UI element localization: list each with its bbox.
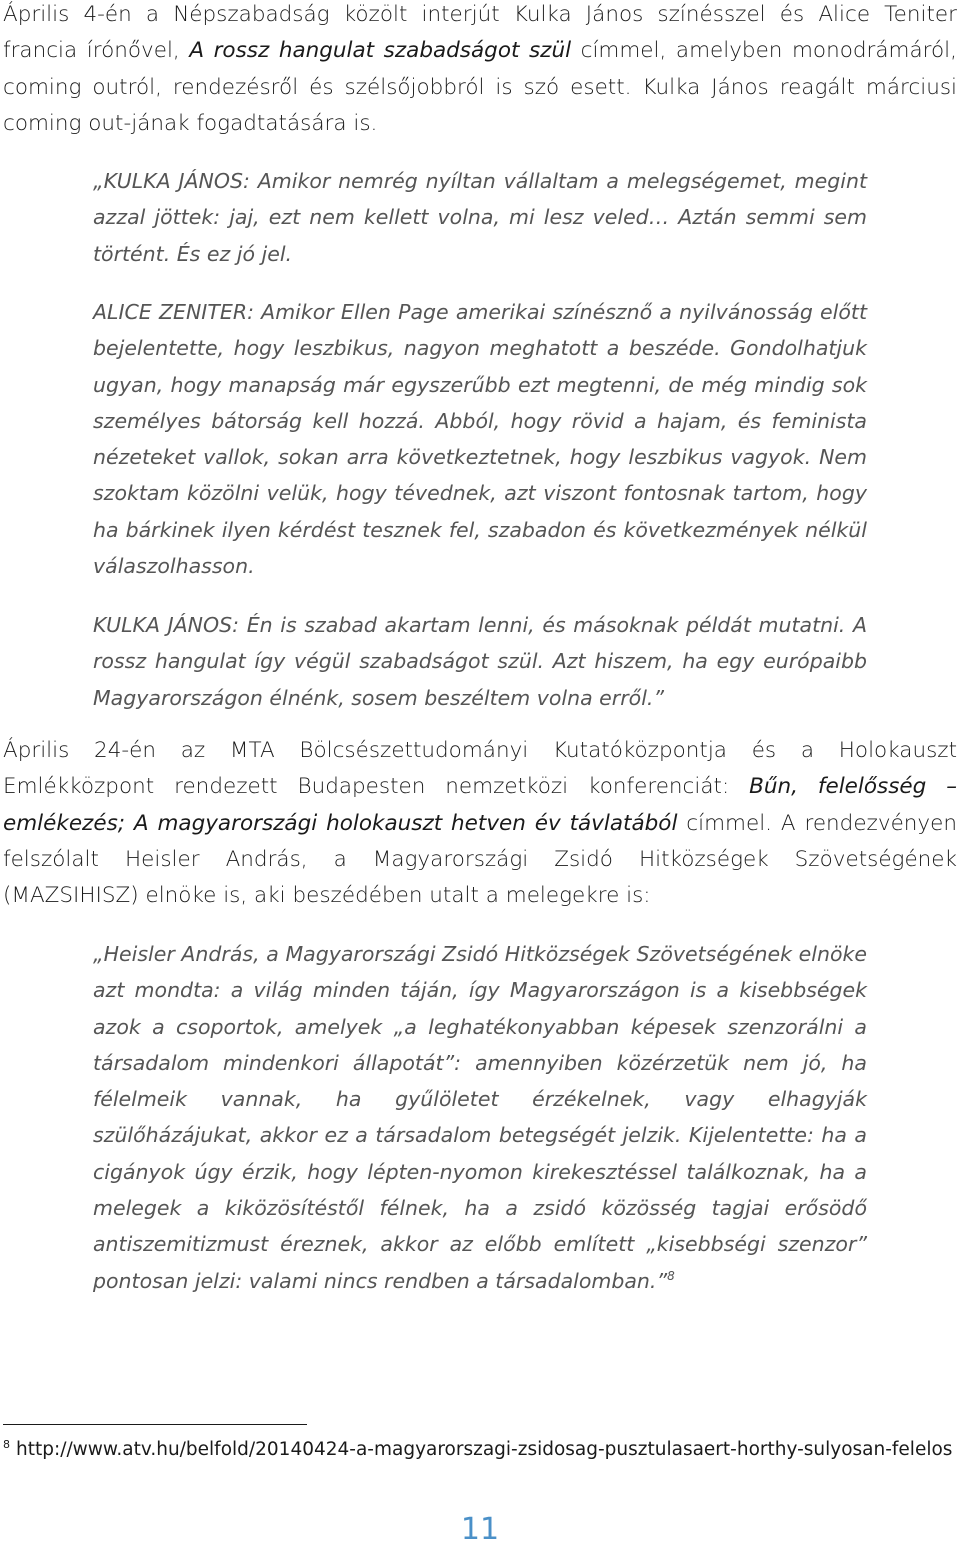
conference-paragraph-text-1: Április 24-én az MTA Bölcsészettudományi Kutatóközpontja és a Holokauszt Emlékközpont rendezett Budapesten nemzetközi konferenciát: — [3, 738, 957, 800]
quote-kulka-1: „KULKA JÁNOS: Amikor nemrég nyíltan vállaltam a melegségemet, megint azzal jöttek: jaj, ezt nem kellett volna, mi lesz veled… Aztán semmi sem történt. És ez jó jel. — [93, 169, 867, 266]
intro-paragraph — [3, 0, 957, 142]
article-title: A rossz hangulat szabadságot szül — [189, 38, 572, 64]
intro-paragraph-text-2: címmel, amelyben monodrámáról, coming outról, rendezésről és szélsőjobbról is szó esett. Kulka János reagált márciusi coming out-jának fogadtatására is. — [3, 38, 957, 136]
footnote — [3, 1437, 952, 1463]
quote-kulka-2: KULKA JÁNOS: Én is szabad akartam lenni, és másoknak példát mutatni. A rossz hangulat így végül szabadságot szül. Azt hiszem, ha egy európaibb Magyarországon élnénk, sosem beszéltem volna erről.” — [93, 613, 867, 710]
conference-title: Bűn, felelősség – emlékezés; A magyarországi holokauszt hetven év távlatából — [3, 774, 957, 836]
page-number: 11 — [460, 1512, 500, 1547]
intro-paragraph-text-1: Április 4-én a Népszabadság közölt interjút Kulka János színésszel és Alice Teniter francia írónővel, — [3, 2, 957, 64]
footnote-reference[interactable]: 8 — [667, 1268, 675, 1283]
footnote-mark: 8 — [3, 1437, 10, 1451]
quote-heisler-text: „Heisler András, a Magyarországi Zsidó Hitközségek Szövetségének elnöke azt mondta: a világ minden táján, így Magyarországon is a kisebbségek azok a csoportok, amelyek „a leghatékonyabban képesek szenzorálni a társadalom mindenkori állapotát”: amennyiben közérzetük nem jó, ha félelmeik vannak, ha gyűlöletet érzékelnek, vagy elhagyják szülőházájukat, akkor ez a társadalom betegségét jelzik. Kijelentette: ha a cigányok úgy érzik, hogy lépten-nyomon kirekesztéssel találkoznak, ha a melegek a kiközösítéstől félnek, ha a zsidó közösség tagjai erősödő antiszemitizmust éreznek, akkor az előbb említett „kisebbségi szenzor” pontosan jelzi: valami nincs rendben a társadalomban.” — [93, 942, 867, 1293]
quote-zeniter: ALICE ZENITER: Amikor Ellen Page amerikai színésznő a nyilvánosság előtt bejelentette, hogy leszbikus, nagyon meghatott a beszéde. Gondolhatjuk ugyan, hogy manapság már egyszerűbb ezt megtenni, de még mindig sok személyes bátorság kell hozzá. Abból, hogy rövid a hajam, és feminista nézeteket vallok, sokan arra következtetnek, hogy leszbikus vagyok. Nem szoktam közölni velük, hogy tévednek, azt viszont fontosnak tartom, hogy ha bárkinek ilyen kérdést tesznek fel, szabadon és következmények nélkül válaszolhasson. — [93, 300, 867, 579]
footnote-link[interactable]: http://www.atv.hu/belfold/20140424-a-magyarorszagi-zsidosag-pusztulasaert-horthy-sulyosan-felelos — [16, 1439, 953, 1460]
conference-paragraph — [3, 733, 957, 914]
conference-paragraph-text-2: címmel. A rendezvényen felszólalt Heisler András, a Magyarországi Zsidó Hitközségek Szövetségének (MAZSIHISZ) elnöke is, aki beszédében utalt a melegekre is: — [3, 810, 957, 909]
quote-heisler — [93, 936, 867, 1299]
footnote-divider — [3, 1424, 307, 1425]
